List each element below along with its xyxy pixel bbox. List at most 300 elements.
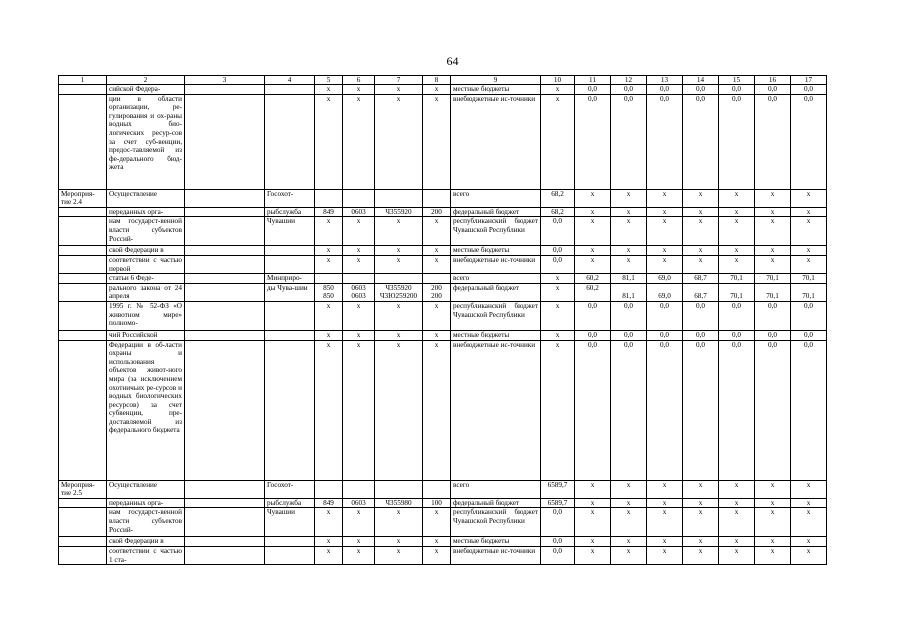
table-cell-col14: х <box>683 480 719 498</box>
table-cell-col12: 0,0 <box>611 94 647 189</box>
table-cell-col5: х <box>315 546 343 564</box>
table-cell-col15: х <box>719 189 755 207</box>
table-cell-col14: х <box>683 508 719 537</box>
table-row <box>59 546 827 564</box>
table-cell-col7: Ч355920 Ч3Ю259200 <box>375 283 423 301</box>
table-cell-col13: х <box>647 498 683 508</box>
table-cell-col2: соответствии с частью 1 ста- <box>107 546 185 564</box>
table-cell-col13: х <box>647 537 683 547</box>
table-cell-col11: 60,2 <box>575 274 611 284</box>
table-cell-col6: 0603 0603 <box>343 283 375 301</box>
table-cell-col11: х <box>575 217 611 246</box>
table-cell-col1 <box>59 340 107 480</box>
header-cell: 5 <box>315 76 343 85</box>
table-cell-col16: 70,1 <box>755 274 791 284</box>
table-cell-col5: х <box>315 301 343 330</box>
table-cell-col9: федеральный бюджет <box>451 207 541 217</box>
table-cell-col8 <box>423 274 451 284</box>
header-cell: 9 <box>451 76 541 85</box>
table-cell-col5: х <box>315 537 343 547</box>
table-cell-col17: х <box>791 255 827 273</box>
table-cell-col16: 0,0 <box>755 85 791 95</box>
table-cell-col8: х <box>423 537 451 547</box>
table-cell-col2: нам государст-венной власти субъектов Россий- <box>107 508 185 537</box>
table-cell-col3 <box>185 301 265 330</box>
table-cell-col3 <box>185 537 265 547</box>
table-row <box>59 330 827 340</box>
table-cell-col12: х <box>611 480 647 498</box>
table-cell-col1 <box>59 283 107 301</box>
table-cell-col14: 68,7 <box>683 274 719 284</box>
table-cell-col10: 68,2 <box>541 189 575 207</box>
table-cell-col8: х <box>423 330 451 340</box>
table-cell-col1 <box>59 94 107 189</box>
table-cell-col2: переданных орга- <box>107 207 185 217</box>
table-cell-col12: х <box>611 207 647 217</box>
table-cell-col9: республиканский бюджет Чувашской Республики <box>451 217 541 246</box>
table-cell-col8: х <box>423 255 451 273</box>
table-cell-col12: х <box>611 546 647 564</box>
table-cell-col3 <box>185 217 265 246</box>
table-cell-col7: х <box>375 340 423 480</box>
table-cell-col5: 849 <box>315 498 343 508</box>
table-cell-col13: 69,0 <box>647 274 683 284</box>
table-row <box>59 255 827 273</box>
table-cell-col1 <box>59 85 107 95</box>
table-cell-col2: Осуществление <box>107 189 185 207</box>
table-cell-col8 <box>423 189 451 207</box>
table-cell-col15: х <box>719 246 755 256</box>
table-cell-col14: 0,0 <box>683 301 719 330</box>
header-cell: 2 <box>107 76 185 85</box>
table-cell-col12: х <box>611 537 647 547</box>
table-cell-col10: 68,2 <box>541 207 575 217</box>
table-cell-col2: соответствии с частью первой <box>107 255 185 273</box>
table-cell-col5 <box>315 189 343 207</box>
table-cell-col16: х <box>755 246 791 256</box>
table-cell-col8: 100 <box>423 498 451 508</box>
table-cell-col6: х <box>343 246 375 256</box>
table-row <box>59 283 827 301</box>
table-cell-col12: 0,0 <box>611 330 647 340</box>
table-cell-col13: 0,0 <box>647 85 683 95</box>
table-cell-col5: х <box>315 508 343 537</box>
table-cell-col7: х <box>375 217 423 246</box>
table-cell-col11: 0,0 <box>575 301 611 330</box>
table-cell-col15: х <box>719 508 755 537</box>
table-cell-col4 <box>265 330 315 340</box>
table-cell-col10: 6589,7 <box>541 498 575 508</box>
table-cell-col14: 68,7 <box>683 283 719 301</box>
header-cell: 17 <box>791 76 827 85</box>
table-cell-col7: х <box>375 94 423 189</box>
table-cell-col11: х <box>575 498 611 508</box>
table-cell-col13: х <box>647 246 683 256</box>
table-row <box>59 537 827 547</box>
table-cell-col6: х <box>343 255 375 273</box>
table-cell-col1 <box>59 498 107 508</box>
table-cell-col3 <box>185 255 265 273</box>
table-cell-col12: 0,0 <box>611 301 647 330</box>
table-cell-col12: х <box>611 508 647 537</box>
table-cell-col15: 0,0 <box>719 330 755 340</box>
table-cell-col4 <box>265 301 315 330</box>
table-cell-col10: 0,0 <box>541 255 575 273</box>
table-cell-col9: всего <box>451 274 541 284</box>
table-cell-col12: х <box>611 255 647 273</box>
table-cell-col15: 70,1 <box>719 274 755 284</box>
table-cell-col4 <box>265 255 315 273</box>
table-cell-col16: х <box>755 480 791 498</box>
table-cell-col6: 0603 <box>343 207 375 217</box>
table-cell-col14: х <box>683 546 719 564</box>
table-cell-col6: х <box>343 301 375 330</box>
table-cell-col16: х <box>755 498 791 508</box>
table-cell-col16: х <box>755 537 791 547</box>
table-cell-col12: х <box>611 246 647 256</box>
header-cell: 7 <box>375 76 423 85</box>
table-cell-col4: Минприро- <box>265 274 315 284</box>
table-cell-col1: Мероприя-тие 2.4 <box>59 189 107 207</box>
header-cell: 11 <box>575 76 611 85</box>
table-cell-col4: рыбслужба <box>265 207 315 217</box>
table-cell-col11: х <box>575 246 611 256</box>
table-row <box>59 301 827 330</box>
budget-table <box>58 75 827 565</box>
table-cell-col6: х <box>343 330 375 340</box>
table-cell-col13: х <box>647 546 683 564</box>
table-cell-col9: внебюджетные ис-точники <box>451 94 541 189</box>
table-cell-col5 <box>315 480 343 498</box>
table-cell-col16: х <box>755 189 791 207</box>
table-cell-col11: 0,0 <box>575 340 611 480</box>
table-cell-col1 <box>59 330 107 340</box>
table-cell-col16: 0,0 <box>755 340 791 480</box>
table-row <box>59 94 827 189</box>
table-cell-col11: 0,0 <box>575 94 611 189</box>
table-cell-col7: х <box>375 301 423 330</box>
table-row <box>59 217 827 246</box>
table-cell-col2: нам государст-венной власти субъектов Россий- <box>107 217 185 246</box>
table-cell-col10: 6589,7 <box>541 480 575 498</box>
page-number: 64 <box>446 54 459 68</box>
table-cell-col14: 0,0 <box>683 85 719 95</box>
table-cell-col8: х <box>423 340 451 480</box>
table-cell-col1 <box>59 207 107 217</box>
table-row <box>59 340 827 480</box>
table-row <box>59 85 827 95</box>
table-cell-col3 <box>185 330 265 340</box>
table-cell-col5: х <box>315 255 343 273</box>
table-cell-col16: 70,1 <box>755 283 791 301</box>
table-cell-col17: 0,0 <box>791 85 827 95</box>
table-cell-col12: 0,0 <box>611 340 647 480</box>
table-cell-col10: х <box>541 301 575 330</box>
table-cell-col16: 0,0 <box>755 330 791 340</box>
table-cell-col7: х <box>375 508 423 537</box>
table-cell-col7: х <box>375 255 423 273</box>
table-cell-col15: х <box>719 255 755 273</box>
table-cell-col4 <box>265 546 315 564</box>
table-cell-col14: х <box>683 207 719 217</box>
table-cell-col15: х <box>719 480 755 498</box>
table-row <box>59 498 827 508</box>
header-cell: 15 <box>719 76 755 85</box>
table-cell-col14: 0,0 <box>683 330 719 340</box>
table-cell-col10: х <box>541 340 575 480</box>
table-cell-col1 <box>59 301 107 330</box>
table-cell-col5: х <box>315 246 343 256</box>
table-cell-col4: ды Чува-шии <box>265 283 315 301</box>
table-cell-col7 <box>375 480 423 498</box>
header-cell: 16 <box>755 76 791 85</box>
table-cell-col15: 0,0 <box>719 301 755 330</box>
table-cell-col6 <box>343 480 375 498</box>
table-cell-col9: местные бюджеты <box>451 85 541 95</box>
table-cell-col5: х <box>315 340 343 480</box>
table-cell-col8: х <box>423 246 451 256</box>
table-cell-col3 <box>185 498 265 508</box>
table-cell-col10: 0,0 <box>541 217 575 246</box>
table-cell-col10: 0,0 <box>541 546 575 564</box>
table-cell-col17: х <box>791 480 827 498</box>
table-cell-col2: чий Российской <box>107 330 185 340</box>
table-cell-col12: х <box>611 189 647 207</box>
table-cell-col14: х <box>683 189 719 207</box>
table-cell-col15: х <box>719 217 755 246</box>
table-cell-col7: х <box>375 246 423 256</box>
table-cell-col9: республиканский бюджет Чувашской Республики <box>451 301 541 330</box>
table-cell-col17: х <box>791 189 827 207</box>
table-cell-col17: 70,1 <box>791 274 827 284</box>
table-cell-col8: 200 200 <box>423 283 451 301</box>
table-cell-col17: 0,0 <box>791 301 827 330</box>
table-cell-col4: Чувашии <box>265 508 315 537</box>
table-cell-col13: х <box>647 207 683 217</box>
header-cell: 13 <box>647 76 683 85</box>
table-cell-col1: Мероприя-тие 2.5 <box>59 480 107 498</box>
table-cell-col4: Госохот- <box>265 189 315 207</box>
table-cell-col5: 850 850 <box>315 283 343 301</box>
table-cell-col13: х <box>647 217 683 246</box>
table-cell-col16: 0,0 <box>755 94 791 189</box>
table-cell-col13: 69,0 <box>647 283 683 301</box>
table-cell-col7: Ч355980 <box>375 498 423 508</box>
table-cell-col9: республиканский бюджет Чувашской Республики <box>451 508 541 537</box>
table-cell-col6: х <box>343 508 375 537</box>
table-cell-col1 <box>59 508 107 537</box>
table-cell-col10: х <box>541 85 575 95</box>
table-cell-col1 <box>59 217 107 246</box>
table-cell-col13: х <box>647 255 683 273</box>
table-cell-col3 <box>185 189 265 207</box>
table-cell-col5: х <box>315 217 343 246</box>
table-cell-col9: внебюджетные ис-точники <box>451 340 541 480</box>
table-cell-col13: х <box>647 480 683 498</box>
table-cell-col7: х <box>375 546 423 564</box>
table-cell-col17: 0,0 <box>791 94 827 189</box>
table-row <box>59 508 827 537</box>
table-cell-col17: х <box>791 246 827 256</box>
table-cell-col16: х <box>755 255 791 273</box>
table-row <box>59 246 827 256</box>
table-cell-col11: х <box>575 480 611 498</box>
table-row <box>59 274 827 284</box>
table-cell-col17: х <box>791 207 827 217</box>
table-cell-col17: 0,0 <box>791 340 827 480</box>
table-cell-col3 <box>185 283 265 301</box>
table-cell-col13: 0,0 <box>647 94 683 189</box>
table-cell-col6 <box>343 274 375 284</box>
table-cell-col4 <box>265 537 315 547</box>
table-cell-col2: Федерации в об-ласти охраны и использования объектов живот-ного мира (за исключением охотничьих ре-сурсов и водных биологических ресурсов) за счет субвенции, пре-доставляемой из федерального бюджета <box>107 340 185 480</box>
table-cell-col14: х <box>683 255 719 273</box>
header-cell: 8 <box>423 76 451 85</box>
table-cell-col4 <box>265 246 315 256</box>
table-cell-col3 <box>185 340 265 480</box>
table-cell-col8: х <box>423 301 451 330</box>
table-cell-col14: 0,0 <box>683 340 719 480</box>
table-cell-col12: х <box>611 217 647 246</box>
table-row <box>59 207 827 217</box>
table-cell-col9: местные бюджеты <box>451 246 541 256</box>
table-cell-col7: Ч355920 <box>375 207 423 217</box>
table-cell-col10: 0,0 <box>541 537 575 547</box>
table-cell-col14: х <box>683 498 719 508</box>
table-cell-col7: х <box>375 330 423 340</box>
table-cell-col15: х <box>719 207 755 217</box>
table-cell-col9: всего <box>451 480 541 498</box>
table-cell-col5: х <box>315 85 343 95</box>
table-cell-col6: х <box>343 537 375 547</box>
table-cell-col11: х <box>575 207 611 217</box>
table-cell-col11: 60,2 <box>575 283 611 301</box>
table-cell-col3 <box>185 85 265 95</box>
table-cell-col3 <box>185 207 265 217</box>
table-cell-col15: 0,0 <box>719 85 755 95</box>
table-cell-col2: Осуществление <box>107 480 185 498</box>
table-cell-col11: х <box>575 255 611 273</box>
table-cell-col1 <box>59 274 107 284</box>
table-cell-col3 <box>185 480 265 498</box>
table-cell-col15: 0,0 <box>719 340 755 480</box>
table-cell-col10: 0,0 <box>541 246 575 256</box>
table-cell-col9: федеральный бюджет <box>451 498 541 508</box>
table-cell-col17: х <box>791 537 827 547</box>
table-cell-col15: х <box>719 498 755 508</box>
table-cell-col8: х <box>423 546 451 564</box>
table-cell-col11: 0,0 <box>575 330 611 340</box>
table-cell-col10: 0,0 <box>541 508 575 537</box>
table-cell-col16: х <box>755 207 791 217</box>
table-cell-col8 <box>423 480 451 498</box>
table-cell-col8: х <box>423 508 451 537</box>
table-cell-col9: местные бюджеты <box>451 330 541 340</box>
table-cell-col11: х <box>575 508 611 537</box>
table-cell-col12: 81,1 <box>611 274 647 284</box>
table-cell-col1 <box>59 546 107 564</box>
table-row <box>59 189 827 207</box>
table-cell-col3 <box>185 94 265 189</box>
table-cell-col11: х <box>575 546 611 564</box>
table-cell-col16: 0,0 <box>755 301 791 330</box>
table-cell-col6: 0603 <box>343 498 375 508</box>
table-cell-col4 <box>265 85 315 95</box>
table-cell-col3 <box>185 508 265 537</box>
table-cell-col2: ции в области организации, ре-гулирования и ох-раны водных био-логических ресур-сов за счет суб-венции, предос-тавляемой из фе-дерального бюд-жета <box>107 94 185 189</box>
header-cell: 12 <box>611 76 647 85</box>
table-cell-col15: х <box>719 537 755 547</box>
table-cell-col17: 0,0 <box>791 330 827 340</box>
table-cell-col3 <box>185 546 265 564</box>
table-cell-col4: рыбслужба <box>265 498 315 508</box>
table-cell-col2: ской Федерации в <box>107 246 185 256</box>
table-cell-col6: х <box>343 340 375 480</box>
table-cell-col9: местные бюджеты <box>451 537 541 547</box>
table-cell-col5 <box>315 274 343 284</box>
table-cell-col11: х <box>575 537 611 547</box>
header-row <box>59 76 827 85</box>
table-cell-col9: внебюджетные ис-точники <box>451 546 541 564</box>
table-cell-col16: х <box>755 217 791 246</box>
header-cell: 10 <box>541 76 575 85</box>
header-cell: 1 <box>59 76 107 85</box>
table-cell-col15: х <box>719 546 755 564</box>
table-cell-col15: 0,0 <box>719 94 755 189</box>
header-cell: 6 <box>343 76 375 85</box>
table-cell-col17: х <box>791 217 827 246</box>
table-cell-col6 <box>343 189 375 207</box>
header-cell: 4 <box>265 76 315 85</box>
table-cell-col2: ской Федерации в <box>107 537 185 547</box>
table-cell-col6: х <box>343 546 375 564</box>
table-cell-col7 <box>375 189 423 207</box>
table-cell-col2: рального закона от 24 апреля <box>107 283 185 301</box>
table-cell-col13: 0,0 <box>647 330 683 340</box>
table-cell-col17: 70,1 <box>791 283 827 301</box>
table-cell-col13: х <box>647 189 683 207</box>
table-cell-col1 <box>59 255 107 273</box>
table-cell-col5: 849 <box>315 207 343 217</box>
table-row <box>59 480 827 498</box>
table-cell-col14: х <box>683 246 719 256</box>
table-cell-col7: х <box>375 537 423 547</box>
table-cell-col7 <box>375 274 423 284</box>
table-cell-col13: х <box>647 508 683 537</box>
table-cell-col1 <box>59 246 107 256</box>
table-cell-col13: 0,0 <box>647 340 683 480</box>
table-cell-col16: х <box>755 508 791 537</box>
table-cell-col12: х <box>611 498 647 508</box>
table-cell-col8: х <box>423 94 451 189</box>
table-cell-col6: х <box>343 94 375 189</box>
table-cell-col3 <box>185 274 265 284</box>
table-cell-col14: 0,0 <box>683 94 719 189</box>
table-cell-col1 <box>59 537 107 547</box>
table-cell-col10: х <box>541 330 575 340</box>
table-cell-col7: х <box>375 85 423 95</box>
table-cell-col9: всего <box>451 189 541 207</box>
table-cell-col5: х <box>315 94 343 189</box>
table-cell-col11: 0,0 <box>575 85 611 95</box>
table-cell-col11: х <box>575 189 611 207</box>
table-cell-col4: Госохот- <box>265 480 315 498</box>
table-cell-col15: 70,1 <box>719 283 755 301</box>
table-cell-col14: х <box>683 537 719 547</box>
header-cell: 3 <box>185 76 265 85</box>
table-cell-col12: 0,0 <box>611 85 647 95</box>
table-cell-col5: х <box>315 330 343 340</box>
